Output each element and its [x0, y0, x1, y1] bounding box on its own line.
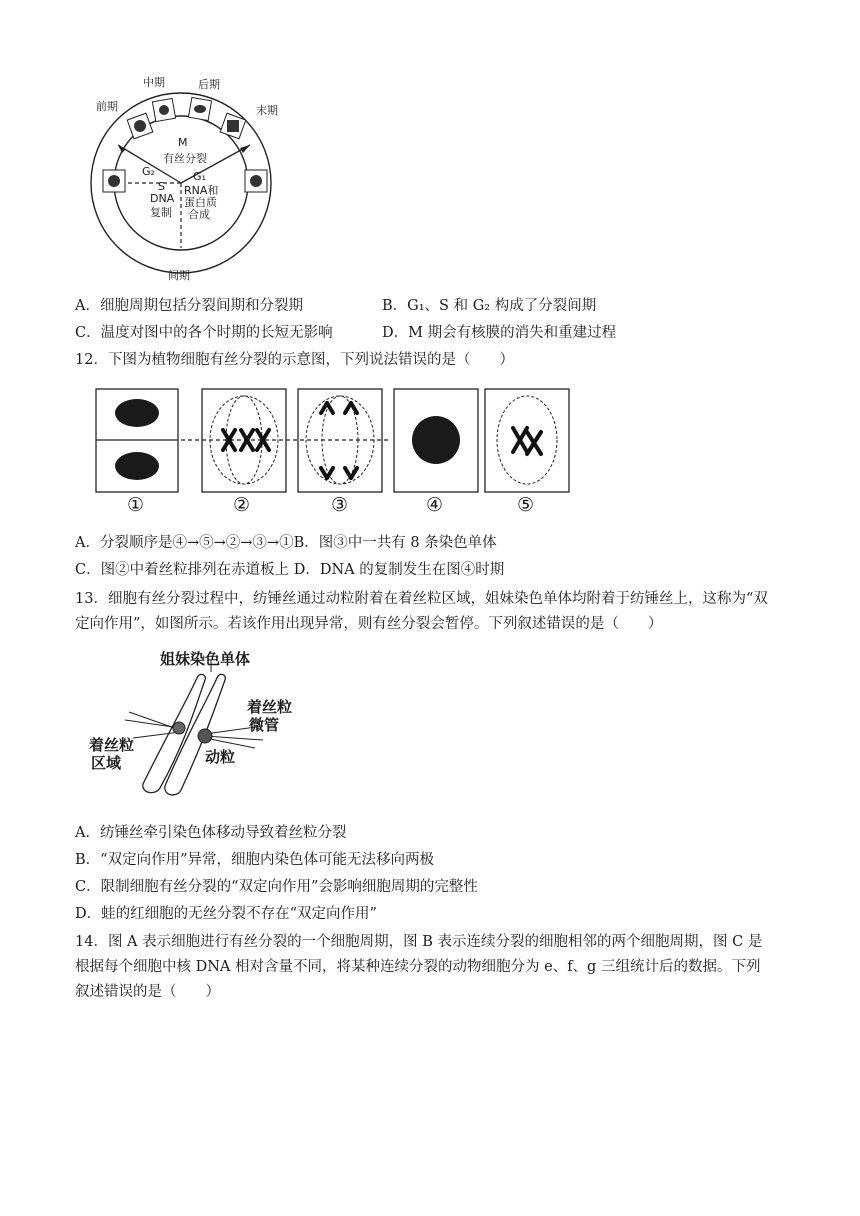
q13-option-a: A．纺锤丝牵引染色体移动导致着丝粒分裂	[75, 825, 347, 841]
label-protein: 蛋白质	[184, 196, 217, 209]
label-microtubule-2: 微管	[249, 716, 280, 734]
label-anaphase: 后期	[198, 78, 220, 91]
label-rna: RNA和	[184, 184, 219, 197]
label-interphase: 间期	[168, 269, 190, 282]
q12-stem: 12．下图为植物细胞有丝分裂的示意图，下列说法错误的是（ ）	[75, 352, 514, 368]
mitosis-stages-figure	[95, 388, 575, 520]
q13-option-c: C．限制细胞有丝分裂的“双定向作用”会影响细胞周期的完整性	[75, 879, 478, 895]
label-m: M	[178, 136, 188, 149]
label-prophase: 前期	[96, 100, 118, 113]
q14-line2: 根据每个细胞中核 DNA 相对含量不同，将某种连续分裂的动物细胞分为 e、f、g 三组统计后的数据。下列	[75, 959, 761, 975]
q11-option-d: D．M 期会有核膜的消失和重建过程	[382, 325, 617, 341]
cell-label-4: ④	[426, 494, 444, 516]
kinetochore-figure	[85, 648, 305, 803]
q13-option-d: D．蛙的红细胞的无丝分裂不存在“双定向作用”	[75, 906, 377, 922]
q14-line1: 14．图 A 表示细胞进行有丝分裂的一个细胞周期，图 B 表示连续分裂的细胞相邻的两个细胞周期，图 C 是	[75, 934, 763, 950]
cell-label-2: ②	[233, 494, 251, 516]
q14-line3: 叙述错误的是（ ）	[75, 984, 220, 1000]
q12-options-cd: C．图②中着丝粒排列在赤道板上 D．DNA 的复制发生在图④时期	[75, 562, 505, 578]
mitosis-stages-diagram	[95, 388, 575, 493]
label-synthesis: 合成	[188, 208, 210, 221]
label-s: S	[158, 180, 165, 193]
label-kinetochore: 动粒	[205, 748, 236, 766]
q13-option-b: B．“双定向作用”异常，细胞内染色体可能无法移向两极	[75, 852, 434, 868]
cell-label-3: ③	[331, 494, 349, 516]
cell-label-5: ⑤	[517, 494, 535, 516]
label-region-2: 区域	[91, 754, 122, 772]
q11-option-a: A．细胞周期包括分裂间期和分裂期	[75, 298, 303, 314]
cell-label-1: ①	[127, 494, 145, 516]
q12-options-ab: A．分裂顺序是④→⑤→②→③→①B．图③中一共有 8 条染色单体	[75, 535, 497, 551]
label-replication: 复制	[150, 206, 172, 219]
label-sister-chromatids: 姐妹染色单体	[160, 650, 251, 668]
cell-cycle-figure	[88, 70, 288, 282]
q11-option-b: B．G₁、S 和 G₂ 构成了分裂间期	[382, 298, 597, 314]
label-dna: DNA	[150, 192, 175, 205]
label-g2: G₂	[142, 165, 155, 178]
label-microtubule-1: 着丝粒	[247, 698, 293, 716]
q13-stem-line1: 13．细胞有丝分裂过程中，纺锤丝通过动粒附着在着丝粒区域，姐妹染色单体均附着于纺锤丝上，这称为“双	[75, 591, 768, 607]
label-metaphase: 中期	[143, 76, 165, 89]
q13-stem-line2: 定向作用”，如图所示。若该作用出现异常，则有丝分裂会暂停。下列叙述错误的是（ ）	[75, 616, 663, 632]
q11-option-c: C．温度对图中的各个时期的长短无影响	[75, 325, 333, 341]
label-region-1: 着丝粒	[89, 736, 135, 754]
label-mitosis: 有丝分裂	[163, 152, 207, 165]
label-g1: G₁	[193, 170, 206, 183]
label-telophase: 末期	[256, 104, 278, 117]
